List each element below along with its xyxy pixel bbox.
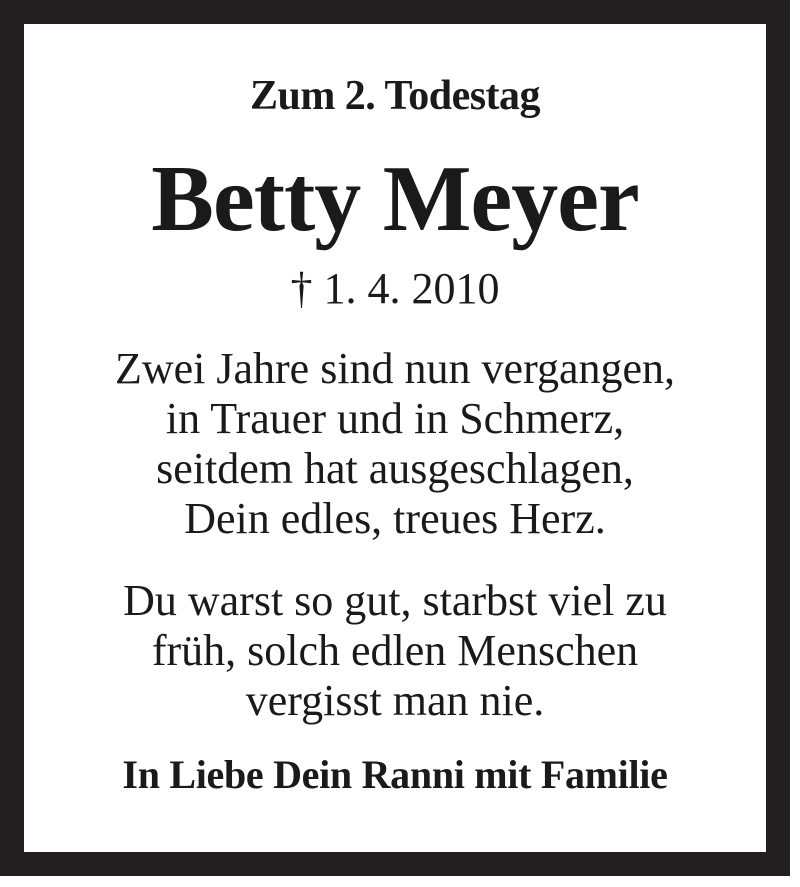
obituary-notice-content	[24, 24, 766, 852]
verse-line: in Trauer und in Schmerz,	[165, 394, 625, 443]
signature: In Liebe Dein Ranni mit Familie	[122, 752, 668, 797]
deceased-name: Betty Meyer	[151, 147, 639, 251]
notice-heading: Zum 2. Todestag	[249, 73, 541, 119]
verse-line: Dein edles, treues Herz.	[184, 494, 606, 543]
verse-stanza-1	[24, 344, 766, 544]
verse-stanza-2	[24, 576, 766, 726]
verse-line: seitdem hat ausgeschlagen,	[156, 444, 634, 493]
death-date: † 1. 4. 2010	[290, 264, 500, 313]
verse-line: Du warst so gut, starbst viel zu	[123, 576, 667, 625]
verse-line: früh, solch edlen Menschen	[151, 626, 639, 675]
verse-line: Zwei Jahre sind nun vergangen,	[114, 344, 676, 393]
verse-line: vergisst man nie.	[245, 676, 545, 725]
